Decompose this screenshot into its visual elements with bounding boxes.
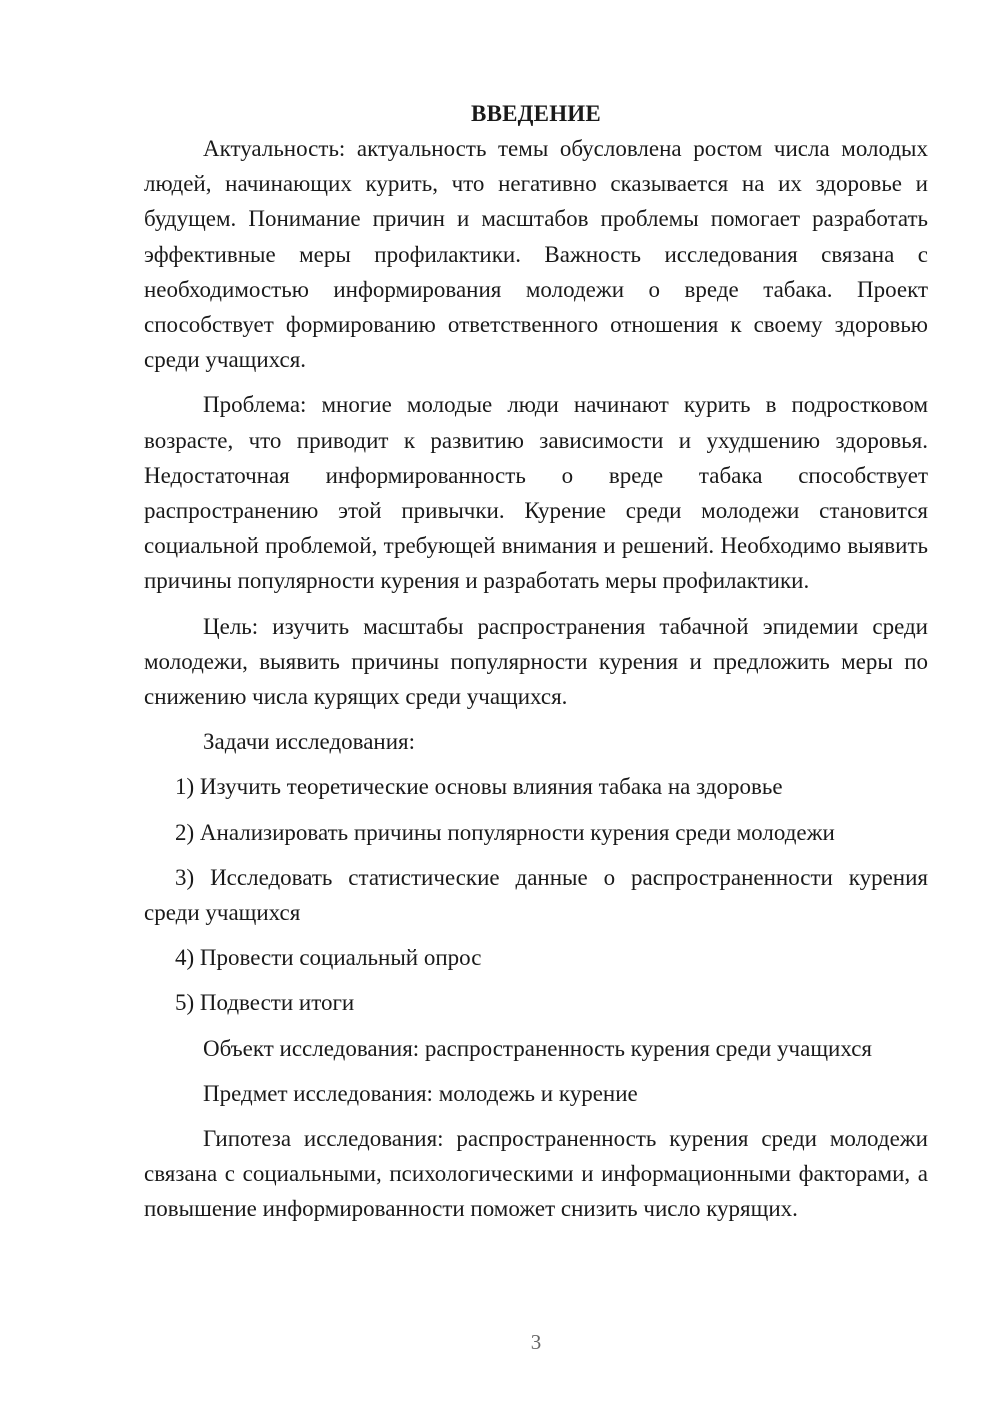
document-page bbox=[144, 96, 928, 1414]
task-item-3: 3) Исследовать статистические данные о распространенности курения среди учащихся bbox=[144, 864, 928, 926]
page-number: 3 bbox=[530, 1330, 542, 1354]
section-heading: ВВЕДЕНИЕ bbox=[471, 101, 601, 126]
goal-paragraph: Цель: изучить масштабы распространения табачной эпидемии среди молодежи, выявить причины популярности курения и предложить меры по снижению числа курящих среди учащихся. bbox=[144, 613, 928, 710]
problem-paragraph: Проблема: многие молодые люди начинают курить в подростковом возрасте, что приводит к развитию зависимости и ухудшению здоровья. Недостаточная информированность о вреде табака способствует распространению этой привычки. Курение среди молодежи становится социальной проблемой, требующей внимания и решений. Необходимо выявить причины популярности курения и разработать меры профилактики. bbox=[144, 392, 928, 594]
task-item-2: 2) Анализировать причины популярности курения среди молодежи bbox=[175, 819, 835, 845]
subject-paragraph: Предмет исследования: молодежь и курение bbox=[203, 1080, 638, 1106]
relevance-paragraph: Актуальность: актуальность темы обусловлена ростом числа молодых людей, начинающих курить, что негативно сказывается на их здоровье и будущем. Понимание причин и масштабов проблемы помогает разработать эффективные меры профилактики. Важность исследования связана с необходимостью информирования молодежи о вреде табака. Проект способствует формированию ответственного отношения к своему здоровью среди учащихся. bbox=[144, 136, 928, 373]
object-paragraph: Объект исследования: распространенность курения среди учащихся bbox=[203, 1035, 872, 1061]
task-item-1: 1) Изучить теоретические основы влияния табака на здоровье bbox=[175, 774, 783, 800]
hypothesis-paragraph: Гипотеза исследования: распространенность курения среди молодежи связана с социальными, психологическими и информационными факторами, а повышение информированности поможет снизить число курящих. bbox=[144, 1126, 928, 1222]
tasks-title: Задачи исследования: bbox=[203, 729, 416, 755]
task-item-4: 4) Провести социальный опрос bbox=[175, 945, 482, 971]
task-item-5: 5) Подвести итоги bbox=[175, 990, 355, 1016]
